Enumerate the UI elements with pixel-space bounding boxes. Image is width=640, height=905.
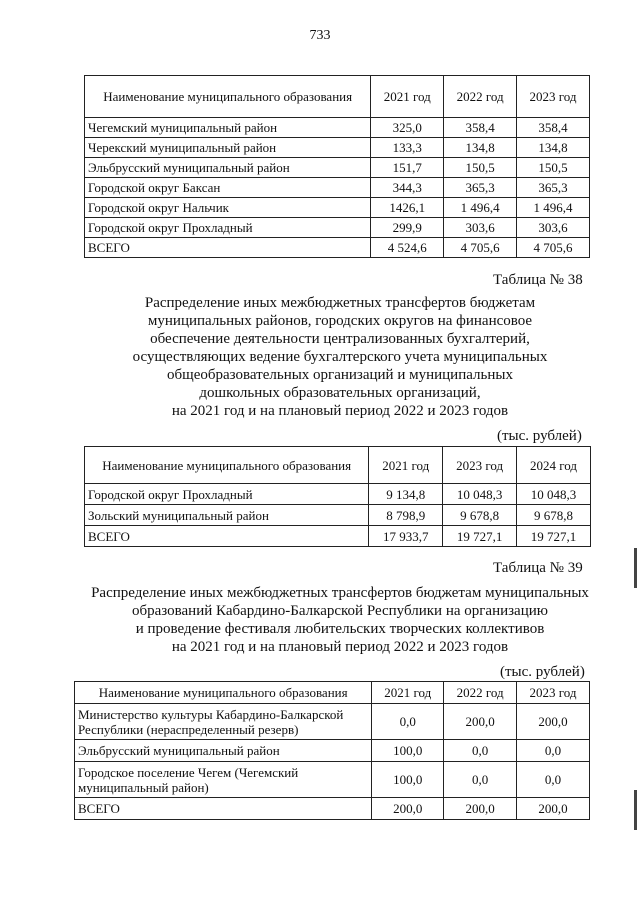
table-38-title: [60, 294, 620, 420]
cell-name: Чегемский муниципальный район: [85, 118, 371, 138]
scan-edge-mark: [634, 548, 637, 588]
title-line: обеспечение деятельности централизованных бухгалтерий,: [150, 331, 530, 347]
title-line: образований Кабардино-Балкарской Республики на организацию: [132, 603, 548, 619]
cell-value: 0,0: [517, 740, 590, 762]
cell-value: 200,0: [444, 798, 517, 820]
table-39-unit: (тыс. рублей): [500, 664, 585, 680]
cell-value: 299,9: [371, 218, 444, 238]
table-row: [85, 484, 591, 505]
table-header-row: [85, 76, 590, 118]
cell-value: 4 705,6: [517, 238, 590, 258]
table-row: [75, 704, 590, 740]
title-line: общеобразовательных организаций и муниципальных: [167, 367, 513, 383]
cell-value: 150,5: [517, 158, 590, 178]
table-total-row: [85, 238, 590, 258]
cell-value: 10 048,3: [443, 484, 517, 505]
table-39: [74, 681, 590, 820]
table-38-unit: (тыс. рублей): [497, 428, 582, 444]
cell-value: 1 496,4: [517, 198, 590, 218]
cell-name: Эльбрусский муниципальный район: [75, 740, 372, 762]
table-header-row: [85, 447, 591, 484]
table-39-caption: Таблица № 39: [493, 560, 583, 576]
table-38-caption: Таблица № 38: [493, 272, 583, 288]
cell-value: 150,5: [444, 158, 517, 178]
cell-value: 200,0: [517, 798, 590, 820]
table-row: [75, 762, 590, 798]
cell-value: 344,3: [371, 178, 444, 198]
cell-name: ВСЕГО: [75, 798, 372, 820]
cell-value: 100,0: [372, 740, 444, 762]
table-39-title: [60, 584, 620, 656]
cell-value: 8 798,9: [369, 505, 443, 526]
cell-value: 10 048,3: [517, 484, 591, 505]
cell-value: 365,3: [444, 178, 517, 198]
cell-value: 134,8: [517, 138, 590, 158]
cell-value: 1426,1: [371, 198, 444, 218]
table-total-row: [75, 798, 590, 820]
table-header-row: [75, 682, 590, 704]
cell-value: 0,0: [444, 740, 517, 762]
header-name: Наименование муниципального образования: [75, 682, 372, 704]
title-line: и проведение фестиваля любительских творческих коллективов: [135, 621, 545, 637]
cell-value: 303,6: [444, 218, 517, 238]
table-row: [85, 505, 591, 526]
table-38: [84, 446, 591, 547]
cell-value: 358,4: [444, 118, 517, 138]
cell-value: 100,0: [372, 762, 444, 798]
table-row: [85, 178, 590, 198]
cell-value: 151,7: [371, 158, 444, 178]
table-total-row: [85, 526, 591, 547]
cell-value: 17 933,7: [369, 526, 443, 547]
header-year: 2022 год: [444, 76, 517, 118]
title-line: дошкольных образовательных организаций,: [199, 385, 481, 401]
title-line: осуществляющих ведение бухгалтерского учета муниципальных: [132, 349, 548, 365]
cell-name: Городской округ Нальчик: [85, 198, 371, 218]
title-line: Распределение иных межбюджетных трансфертов бюджетам: [144, 295, 536, 311]
cell-value: 358,4: [517, 118, 590, 138]
cell-value: 0,0: [444, 762, 517, 798]
cell-value: 200,0: [444, 704, 517, 740]
header-name: Наименование муниципального образования: [85, 76, 371, 118]
cell-name: Городской округ Прохладный: [85, 218, 371, 238]
table-row: [75, 740, 590, 762]
cell-value: 1 496,4: [444, 198, 517, 218]
page-number: 733: [309, 28, 331, 43]
cell-value: 200,0: [517, 704, 590, 740]
scan-edge-mark: [634, 790, 637, 830]
cell-value: 325,0: [371, 118, 444, 138]
title-line: Распределение иных межбюджетных трансфертов бюджетам муниципальных: [91, 585, 589, 601]
header-year: 2021 год: [372, 682, 444, 704]
cell-value: 4 524,6: [371, 238, 444, 258]
cell-value: 9 134,8: [369, 484, 443, 505]
cell-value: 0,0: [517, 762, 590, 798]
cell-value: 200,0: [372, 798, 444, 820]
cell-name: Городское поселение Чегем (Чегемский муниципальный район): [75, 762, 372, 798]
cell-name: Городской округ Прохладный: [85, 484, 369, 505]
header-name: Наименование муниципального образования: [85, 447, 369, 484]
cell-name: Эльбрусский муниципальный район: [85, 158, 371, 178]
cell-name: Зольский муниципальный район: [85, 505, 369, 526]
cell-value: 4 705,6: [444, 238, 517, 258]
header-year: 2023 год: [443, 447, 517, 484]
header-year: 2021 год: [369, 447, 443, 484]
table-row: [85, 218, 590, 238]
cell-value: 0,0: [372, 704, 444, 740]
table-row: [85, 138, 590, 158]
table-row: [85, 118, 590, 138]
header-year: 2022 год: [444, 682, 517, 704]
header-year: 2023 год: [517, 76, 590, 118]
cell-value: 365,3: [517, 178, 590, 198]
table-row: [85, 198, 590, 218]
cell-value: 9 678,8: [517, 505, 591, 526]
cell-value: 133,3: [371, 138, 444, 158]
cell-value: 303,6: [517, 218, 590, 238]
cell-value: 19 727,1: [517, 526, 591, 547]
cell-name: ВСЕГО: [85, 526, 369, 547]
cell-name: Городской округ Баксан: [85, 178, 371, 198]
cell-value: 19 727,1: [443, 526, 517, 547]
table-1: [84, 75, 590, 258]
title-line: на 2021 год и на плановый период 2022 и 2023 годов: [171, 403, 509, 419]
cell-name: Черекский муниципальный район: [85, 138, 371, 158]
cell-value: 9 678,8: [443, 505, 517, 526]
cell-name: Министерство культуры Кабардино-Балкарской Республики (нераспределенный резерв): [75, 704, 372, 740]
header-year: 2021 год: [371, 76, 444, 118]
header-year: 2024 год: [517, 447, 591, 484]
table-row: [85, 158, 590, 178]
header-year: 2023 год: [517, 682, 590, 704]
title-line: на 2021 год и на плановый период 2022 и 2023 годов: [171, 639, 509, 655]
cell-name: ВСЕГО: [85, 238, 371, 258]
title-line: муниципальных районов, городских округов на финансовое: [147, 313, 533, 329]
cell-value: 134,8: [444, 138, 517, 158]
